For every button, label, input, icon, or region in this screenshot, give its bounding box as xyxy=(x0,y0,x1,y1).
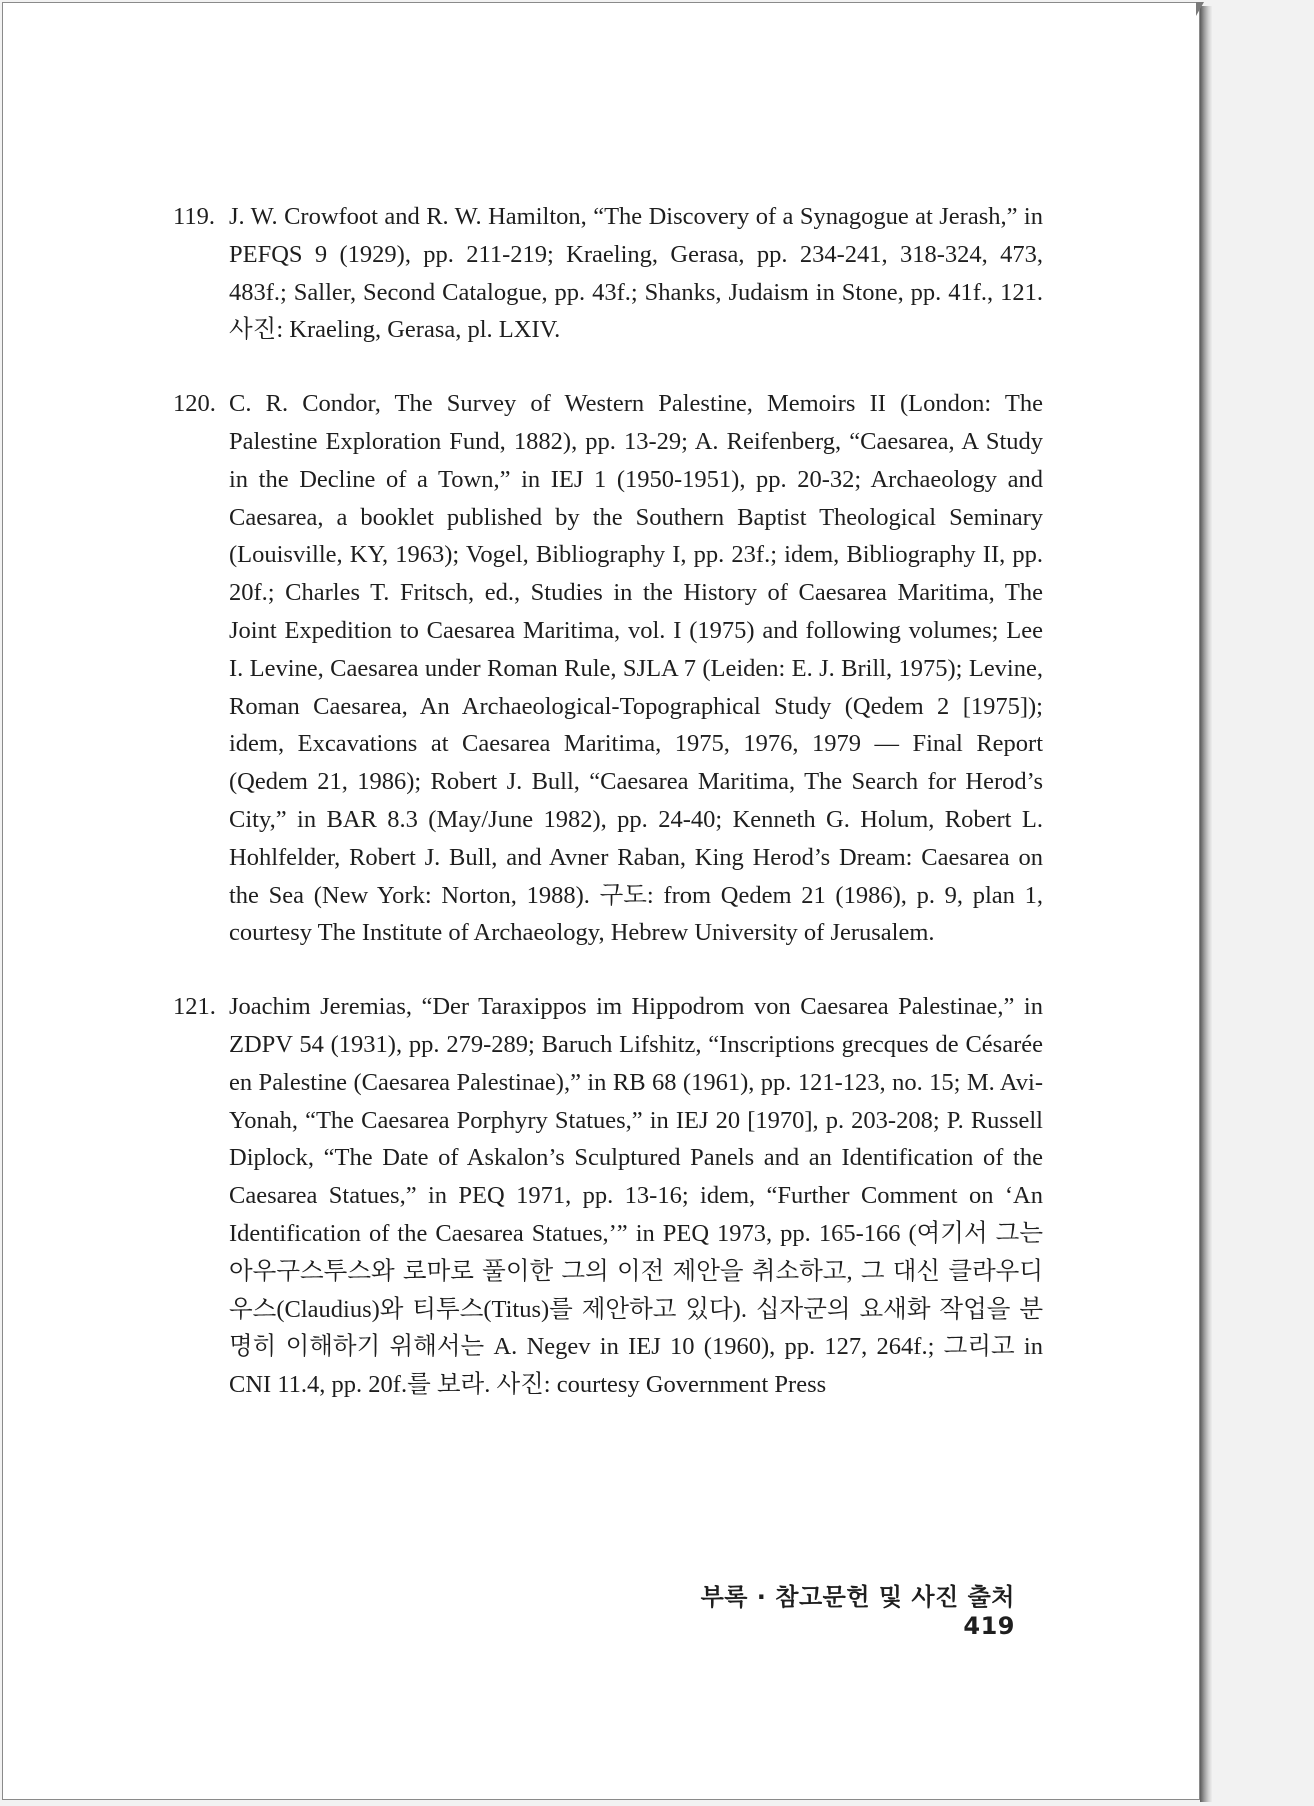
note-119 xyxy=(173,198,1043,349)
page-edge-shadow xyxy=(1200,6,1212,1802)
note-text: C. R. Condor, The Survey of Western Palestine, Memoirs II (London: The Palestine Exploration Fund, 1882), pp. 13-29; A. Reifenberg, “Caesarea, A Study in the Decline of a Town,” in IEJ 1 (1950-1951), pp. 20-32; Archaeology and Caesarea, a booklet published by the Southern Baptist Theological Seminary (Louisville, KY, 1963); Vogel, Bibliography I, pp. 23f.; idem, Bibliography II, pp. 20f.; Charles T. Fritsch, ed., Studies in the History of Caesarea Maritima, The Joint Expedition to Caesarea Maritima, vol. I (1975) and following volumes; Lee I. Levine, Caesarea under Roman Rule, SJLA 7 (Leiden: E. J. Brill, 1975); Levine, Roman Caesarea, An Archaeological-Topographical Study (Qedem 2 [1975]); idem, Excavations at Caesarea Maritima, 1975, 1976, 1979 — Final Report (Qedem 21, 1986); Robert J. Bull, “Caesarea Maritima, The Search for Herod’s City,” in BAR 8.3 (May/June 1982), pp. 24-40; Kenneth G. Holum, Robert L. Hohlfelder, Robert J. Bull, and Avner Raban, King Herod’s Dream: Caesarea on the Sea (New York: Norton, 1988). 구도: from Qedem 21 (1986), p. 9, plan 1, courtesy The Institute of Archaeology, Hebrew University of Jerusalem. xyxy=(229,390,1043,947)
document-page xyxy=(2,2,1200,1800)
note-text: Joachim Jeremias, “Der Taraxippos im Hippodrom von Caesarea Palestinae,” in ZDPV 54 (1931), pp. 279-289; Baruch Lifshitz, “Inscriptions grecques de Césarée en Palestine (Caesarea Palestinae),” in RB 68 (1961), pp. 121-123, no. 15; M. Avi-Yonah, “The Caesarea Porphyry Statues,” in IEJ 20 [1970], p. 203-208; P. Russell Diplock, “The Date of Askalon’s Sculptured Panels and an Identification of the Caesarea Statues,” in PEQ 1971, pp. 13-16; idem, “Further Comment on ‘An Identification of the Caesarea Statues,’” in PEQ 1973, pp. 165-166 (여기서 그는 아우구스투스와 로마로 풀이한 그의 이전 제안을 취소하고, 그 대신 클라우디우스(Claudius)와 티투스(Titus)를 제안하고 있다). 십자군의 요새화 작업을 분명히 이해하기 위해서는 A. Negev in IEJ 10 (1960), pp. 127, 264f.; 그리고 in CNI 11.4, pp. 20f.를 보라. 사진: courtesy Government Press xyxy=(229,993,1043,1399)
note-text: J. W. Crowfoot and R. W. Hamilton, “The Discovery of a Synagogue at Jerash,” in PEFQS 9 (1929), pp. 211-219; Kraeling, Gerasa, pp. 234-241, 318-324, 473, 483f.; Saller, Second Catalogue, pp. 43f.; Shanks, Judaism in Stone, pp. 41f., 121. 사진: Kraeling, Gerasa, pl. LXIV. xyxy=(229,203,1043,344)
note-number: 120. xyxy=(173,390,216,418)
note-number: 119. xyxy=(173,203,215,230)
note-120 xyxy=(173,385,1043,952)
page-corner-fold xyxy=(1196,2,1204,16)
note-121 xyxy=(173,988,1043,1404)
running-title: 부록 · 참고문헌 및 사진 출처 xyxy=(700,1583,1015,1611)
notes-list xyxy=(173,198,1043,1440)
note-number: 121. xyxy=(173,993,216,1021)
page-footer xyxy=(643,1577,1015,1640)
page-number: 419 xyxy=(963,1612,1015,1640)
